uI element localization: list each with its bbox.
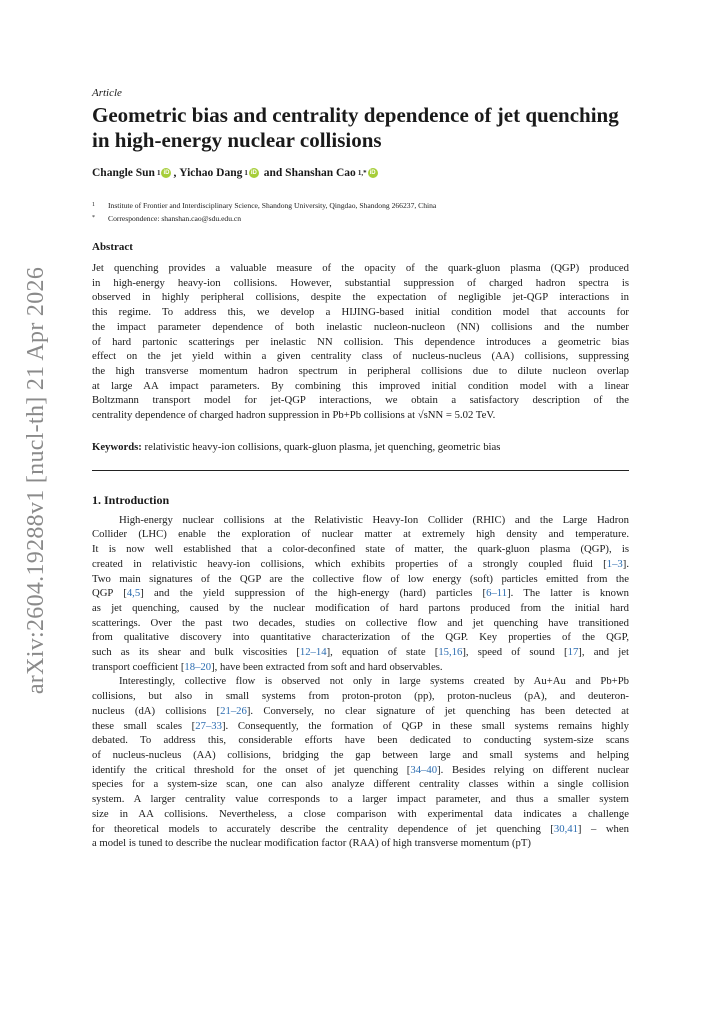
correspondence-text[interactable]: Correspondence: shanshan.cao@sdu.edu.cn — [108, 214, 242, 223]
text-line: the high transverse momentum hadron spectrum in peripheral collisions due to dilute nucleon overlap — [92, 364, 629, 377]
author-list — [92, 167, 629, 179]
paper-title: Geometric bias and centrality dependence of jet quenching in high-energy nuclear collisions — [92, 103, 619, 152]
author-separator: and — [260, 167, 286, 179]
text-line: Collider (LHC) enable the exploration of nuclear matter at extremely high density and temperature. — [92, 528, 629, 541]
arxiv-id-text: arXiv:2604.19288v1 [nucl-th] 21 Apr 2026 — [23, 266, 50, 694]
author-affiliation-mark: 1 — [156, 169, 161, 177]
text-line: these small scales [27–33]. Consequently, the formation of QGP in these small systems remains highly — [92, 719, 629, 732]
keywords — [92, 441, 629, 453]
intro-paragraph-2 — [92, 674, 629, 850]
text-line: created in relativistic heavy-ion collisions, which exhibits properties of a strongly coupled fluid [1–3]. — [92, 557, 629, 570]
author-name: Shanshan Cao — [285, 167, 356, 179]
text-line: High-energy nuclear collisions at the Relativistic Heavy-Ion Collider (RHIC) and the Large Hadron — [119, 513, 629, 526]
author-affiliation-mark: 1,* — [357, 169, 367, 177]
text-line: species for a system-size scan, one can also analyze different centrality classes within a single collision — [92, 778, 629, 791]
intro-paragraph-1 — [92, 513, 629, 675]
section-divider — [92, 470, 629, 471]
text-line: at large AA impact parameters. By combining this improved initial condition model with a linear — [92, 379, 629, 392]
keywords-label: Keywords: — [92, 440, 142, 453]
text-line: transport coefficient [18–20], have been extracted from soft and hard observables. — [92, 660, 443, 673]
text-line: Interestingly, collective flow is observed not only in large systems created by Au+Au and Pb+Pb — [119, 675, 629, 688]
text-line: as jet quenching, caused by the nuclear modification of hard partons produced from the initial hard — [92, 601, 629, 614]
text-line: the impact parameter dependence of both inelastic nucleon-nucleon (NN) collisions and the number — [92, 320, 629, 333]
text-line: debated. To address this, considerable efforts have been dedicated to conducting system-size scans — [92, 734, 629, 747]
text-line: QGP [4,5] and the yield suppression of the high-energy (hard) particles [6–11]. The latter is known — [92, 587, 630, 600]
text-line: identify the critical threshold for the onset of jet quenching [34–40]. Besides relying on different nuclear — [92, 763, 629, 776]
text-line: such as its shear and bulk viscosities [12–14], equation of state [15,16], speed of sound [17], and jet — [92, 646, 629, 659]
text-line: observed in highly peripheral collisions, despite the expectation of negligible jet-QGP interactions in — [92, 291, 629, 304]
orcid-icon[interactable]: iD — [163, 170, 170, 176]
orcid-icon[interactable]: iD — [250, 170, 257, 176]
affiliations — [92, 199, 629, 225]
abstract-body — [92, 261, 629, 423]
text-line: centrality dependence of charged hadron suppression in Pb+Pb collisions at √sNN = 5.02 TeV. — [92, 409, 496, 422]
text-line: this regime. To address this, we develop a HIJING-based initial condition model that accounts for — [92, 306, 629, 319]
abstract-heading: Abstract — [92, 241, 133, 253]
paper-page — [92, 87, 629, 851]
keywords-text: relativistic heavy-ion collisions, quark-gluon plasma, jet quenching, geometric bias — [144, 440, 501, 453]
text-line: Two main signatures of the QGP are the collective flow of low energy (soft) particles emitted from the — [92, 572, 629, 585]
author-separator: , — [173, 167, 180, 179]
text-line: a model is tuned to describe the nuclear modification factor (RAA) of high transverse momentum (pT) — [92, 837, 531, 850]
affiliation-mark: 1 — [92, 202, 95, 208]
text-line: for theoretical models to accurately describe the centrality dependence of jet quenching [30,41] – when — [92, 822, 629, 835]
text-line: size in AA collisions. Nevertheless, a close comparison with experimental data indicates a challenge — [92, 807, 629, 820]
text-line: in high-energy heavy-ion collisions. However, substantial suppression of charged hadron spectra is — [92, 276, 629, 289]
affiliation-text: Institute of Frontier and Interdisciplinary Science, Shandong University, Qingdao, Shandong 266237, China — [108, 201, 437, 210]
author-name: Yichao Dang — [179, 167, 243, 179]
author-name: Changle Sun — [92, 167, 155, 179]
text-line: effect on the jet yield within a given centrality class of nucleus-nucleus (AA) collisions, suppressing — [92, 350, 629, 363]
orcid-icon[interactable]: iD — [369, 170, 376, 176]
text-line: collisions, but also in small systems from proton-proton (pp), proton-nucleus (pA), and deuteron- — [92, 690, 629, 703]
correspondence-mark: * — [92, 215, 95, 221]
text-line: system. A larger centrality value corresponds to a larger impact parameter, and thus a smaller system — [92, 793, 629, 806]
text-line: of hard partonic scatterings per inelastic NN collision. This dependence introduces a geometric bias — [92, 335, 629, 348]
author-affiliation-mark: 1 — [244, 169, 248, 177]
text-line: Jet quenching provides a valuable measure of the opacity of the quark-gluon plasma (QGP) produced — [92, 262, 629, 274]
text-line: of nucleus-nucleus (AA) collisions, bridging the gap between large and small systems and helping — [92, 748, 629, 761]
text-line: It is now well established that a color-deconfined state of matter, the quark-gluon plasma (QGP), is — [92, 543, 629, 556]
correspondence-item — [92, 212, 629, 225]
text-line: scatterings. Over the past two decades, studies on collective flow and jet quenching have transitioned — [92, 616, 629, 629]
text-line: Boltzmann transport model for jet-QGP interactions, we obtain a satisfactory description of the — [92, 394, 629, 407]
text-line: from qualitative discovery into quantitative characterization of the QGP. Key properties of the QGP, — [92, 631, 629, 644]
text-line: nucleus (dA) collisions [21–26]. Conversely, no clear signature of jet quenching has been detected at — [92, 704, 629, 717]
article-type: Article — [92, 87, 122, 99]
affiliation-item — [92, 199, 629, 212]
section-heading: 1. Introduction — [92, 492, 170, 507]
arxiv-side-identifier — [17, 266, 57, 694]
